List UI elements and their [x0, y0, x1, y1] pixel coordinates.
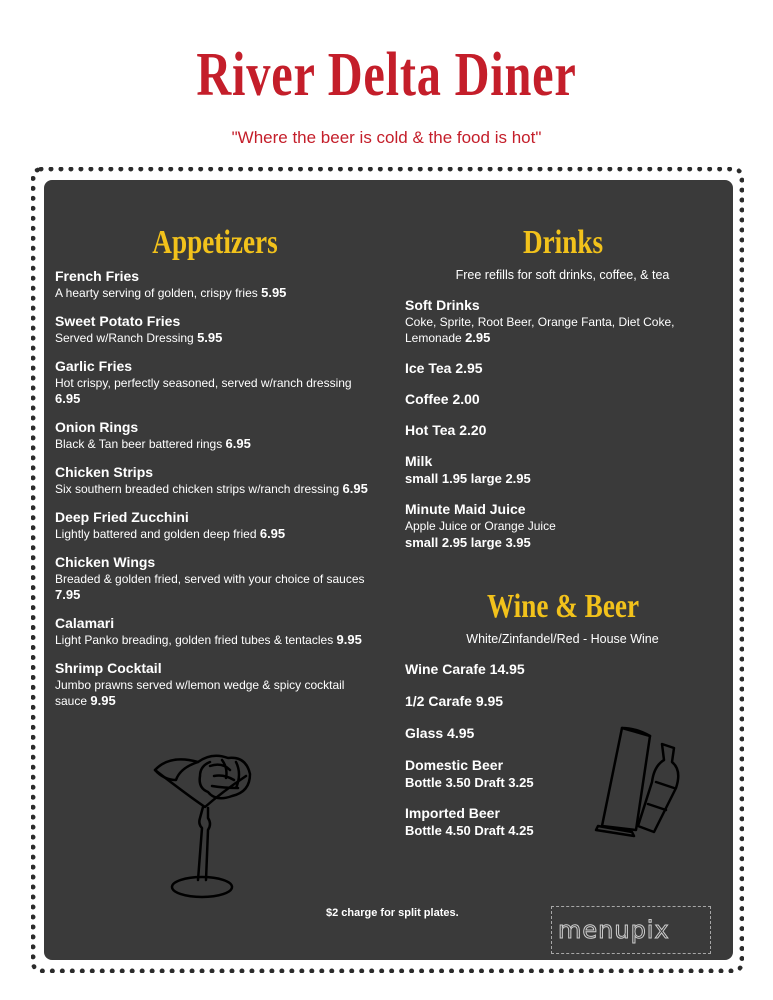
drinks-note: Free refills for soft drinks, coffee, & tea	[455, 268, 670, 282]
price: 6.95	[225, 436, 251, 451]
menu-item-coffee: Coffee 2.00	[405, 391, 480, 407]
watermark-text: menupix	[558, 916, 670, 944]
menu-item-calamari: Calamari Light Panko breading, golden fried tubes & tentacles 9.95	[55, 615, 362, 647]
wine-beer-heading: Wine & Beer	[486, 588, 640, 625]
menu-item-half-carafe: 1/2 Carafe 9.95	[405, 693, 504, 709]
wine-beer-note: White/Zinfandel/Red - House Wine	[466, 632, 659, 646]
menu-item-ice-tea: Ice Tea 2.95	[405, 360, 483, 376]
price: 9.95	[90, 693, 116, 708]
price: 5.95	[261, 285, 287, 300]
appetizers-list	[55, 268, 375, 721]
menu-item-deep-fried-zucchini: Deep Fried Zucchini Lightly battered and golden deep fried 6.95	[55, 509, 286, 541]
menu-item-sweet-potato-fries: Sweet Potato Fries Served w/Ranch Dressing 5.95	[55, 313, 223, 345]
menu-item-chicken-wings: Chicken Wings Breaded & golden fried, served with your choice of sauces 7.95	[55, 554, 365, 602]
drinks-heading: Drinks	[522, 224, 604, 261]
beer-glass-bottle-illustration	[592, 722, 692, 840]
menu-item-glass: Glass 4.95	[405, 725, 475, 741]
menu-item-onion-rings: Onion Rings Black & Tan beer battered rings 6.95	[55, 419, 251, 451]
price: 7.95	[55, 587, 81, 602]
menu-item-chicken-strips: Chicken Strips Six southern breaded chicken strips w/ranch dressing 6.95	[55, 464, 368, 496]
menu-item-wine-carafe: Wine Carafe 14.95	[405, 661, 525, 677]
menu-item-domestic-beer: Domestic Beer Bottle 3.50 Draft 3.25	[405, 757, 534, 790]
menu-item-imported-beer: Imported Beer Bottle 4.50 Draft 4.25	[405, 805, 534, 838]
price: 6.95	[55, 391, 81, 406]
price: 6.95	[342, 481, 368, 496]
menu-item-french-fries: French Fries A hearty serving of golden, crispy fries 5.95	[55, 268, 287, 300]
wine-beer-list	[405, 661, 605, 851]
tagline: "Where the beer is cold & the food is hot"	[231, 128, 542, 147]
price: 5.95	[197, 330, 223, 345]
price: 9.95	[336, 632, 362, 647]
menupix-watermark	[551, 906, 711, 954]
appetizers-heading: Appetizers	[152, 224, 278, 261]
menu-item-shrimp-cocktail: Shrimp Cocktail Jumbo prawns served w/lemon wedge & spicy cocktail sauce 9.95	[55, 660, 345, 708]
menu-item-soft-drinks: Soft Drinks Coke, Sprite, Root Beer, Orange Fanta, Diet Coke, Lemonade 2.95	[405, 297, 675, 345]
shrimp-cocktail-illustration	[150, 752, 260, 904]
split-plate-note: $2 charge for split plates.	[326, 907, 459, 919]
menu-item-garlic-fries: Garlic Fries Hot crispy, perfectly seasoned, served w/ranch dressing 6.95	[55, 358, 352, 406]
menu-item-milk: Milk small 1.95 large 2.95	[405, 453, 531, 486]
menu-item-minute-maid-juice: Minute Maid Juice Apple Juice or Orange Juice small 2.95 large 3.95	[405, 501, 556, 550]
price: 6.95	[259, 526, 286, 541]
price: 2.95	[465, 330, 491, 345]
menu-item-hot-tea: Hot Tea 2.20	[405, 422, 487, 438]
restaurant-title: River Delta Diner	[196, 41, 577, 109]
drinks-list	[405, 297, 715, 565]
